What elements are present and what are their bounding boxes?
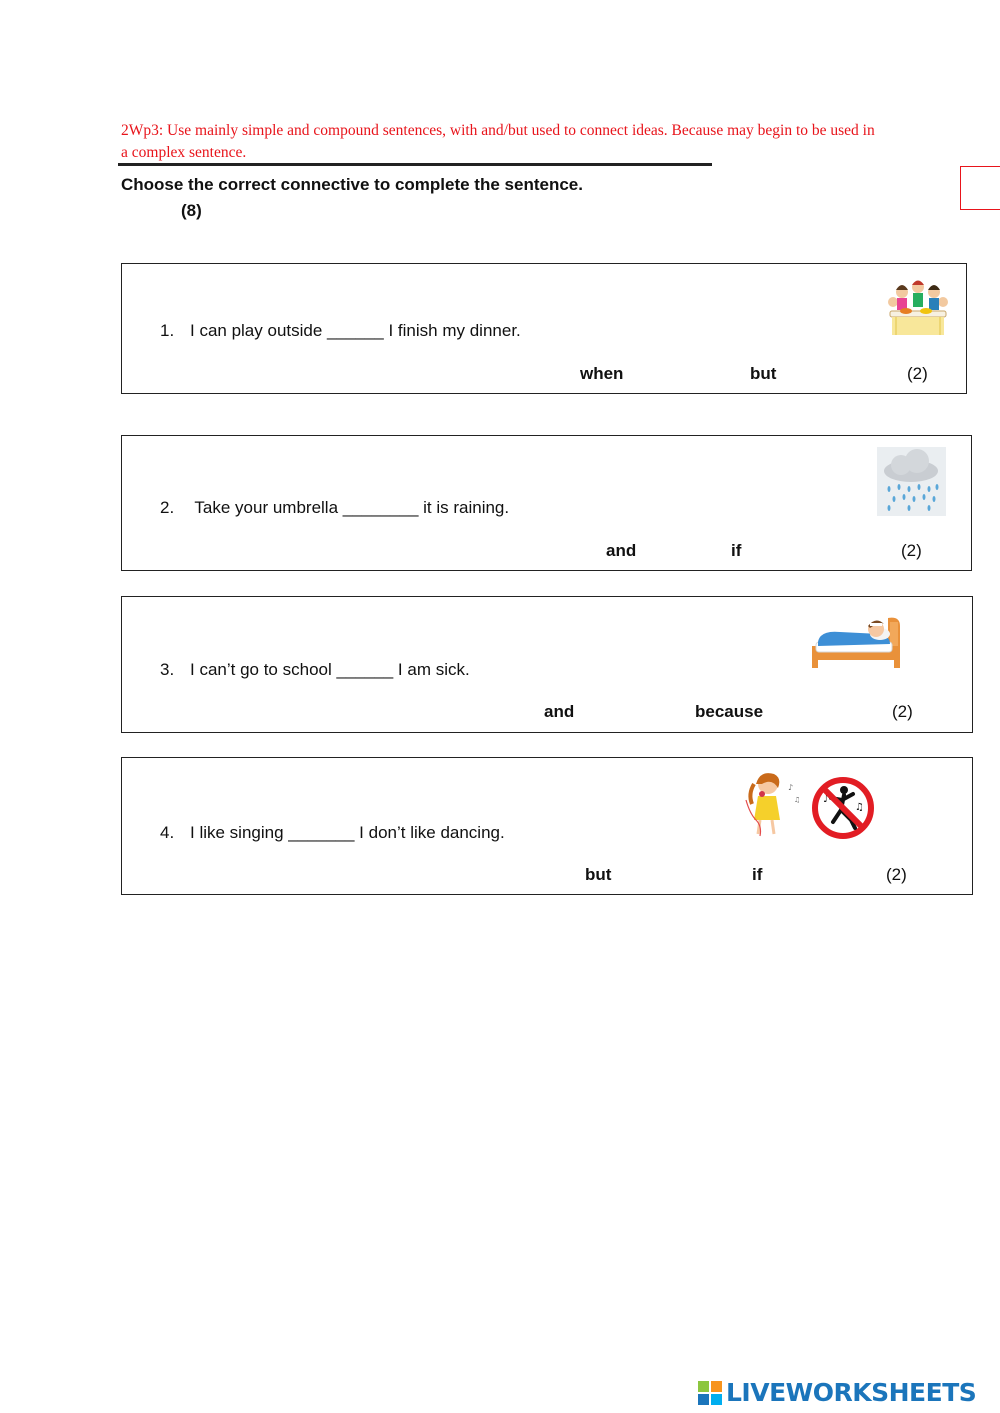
svg-text:♪: ♪	[823, 794, 830, 805]
singing-girl-icon	[742, 770, 802, 838]
option-if[interactable]: if	[752, 865, 763, 884]
rain-cloud-icon	[877, 447, 946, 516]
question-marks: (2)	[901, 541, 922, 560]
sick-in-bed-icon	[810, 612, 904, 674]
svg-text:♪: ♪	[788, 783, 794, 792]
score-box[interactable]	[960, 166, 1000, 210]
instruction: Choose the correct connective to complete the sentence.	[121, 175, 583, 194]
question-marks: (2)	[886, 865, 907, 884]
option-when[interactable]: when	[580, 364, 624, 383]
option-but[interactable]: but	[750, 364, 777, 383]
option-and[interactable]: and	[544, 702, 575, 721]
option-but[interactable]: but	[585, 865, 612, 884]
learning-objective: 2Wp3: Use mainly simple and compound sentences, with and/but used to connect ideas. Because may begin to be used in a complex sentence.	[121, 122, 875, 161]
option-and[interactable]: and	[606, 541, 637, 560]
svg-text:♫: ♫	[855, 802, 864, 813]
question-sentence: 4. I like singing _______ I don’t like dancing.	[160, 823, 505, 842]
no-dancing-icon	[811, 776, 875, 840]
total-marks: (8)	[181, 201, 202, 220]
question-sentence: 2. Take your umbrella ________ it is raining.	[160, 498, 510, 517]
question-marks: (2)	[907, 364, 928, 383]
divider	[118, 163, 712, 166]
brand-name: LIVEWORKSHEETS	[726, 1378, 977, 1407]
option-because[interactable]: because	[695, 702, 764, 721]
family-dinner-icon	[886, 278, 950, 340]
question-sentence: 3. I can’t go to school ______ I am sick.	[160, 660, 470, 679]
svg-text:♫: ♫	[794, 796, 801, 804]
option-if[interactable]: if	[731, 541, 742, 560]
question-sentence: 1. I can play outside ______ I finish my dinner.	[160, 321, 521, 340]
question-marks: (2)	[892, 702, 913, 721]
liveworksheets-logo-icon	[698, 1381, 722, 1405]
brand-logo	[698, 1378, 976, 1407]
